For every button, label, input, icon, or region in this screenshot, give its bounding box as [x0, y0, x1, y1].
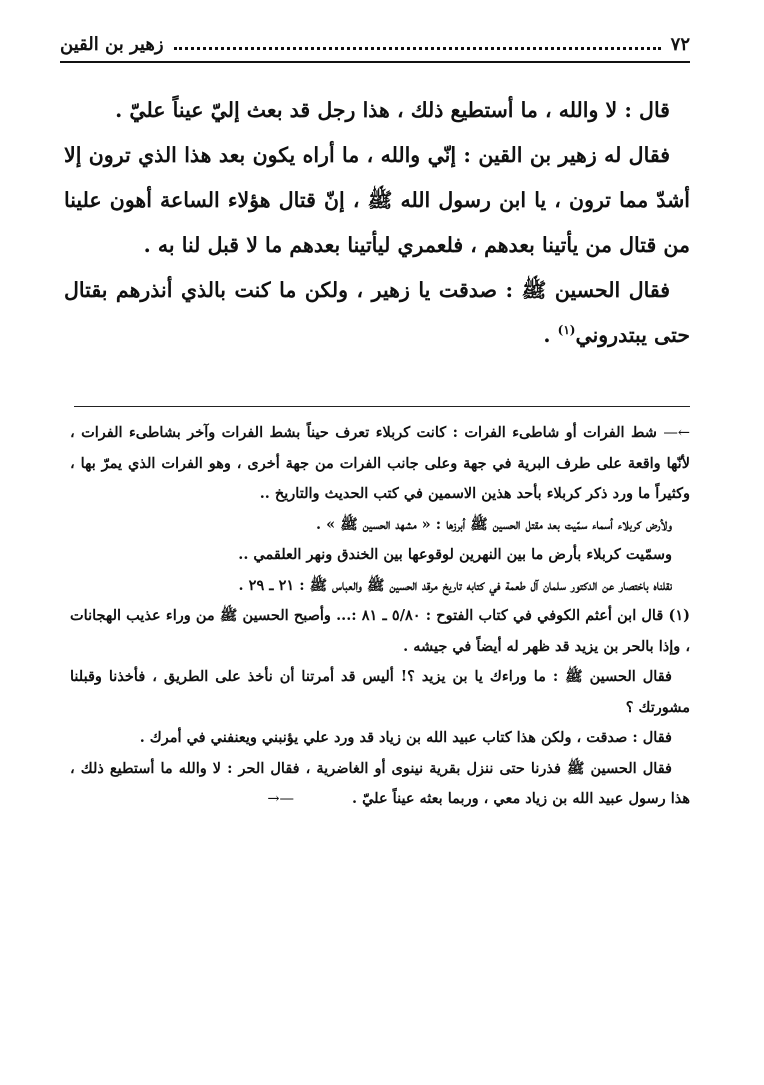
footnote-text: شط الفرات أو شاطىء الفرات : كانت كربلاء تعرف حيناً بشط الفرات وآخر بشاطىء الفرات ، لأنّها واقعة على طرف البرية في جهة وعلى جانب الفرات من جهة أخرى ، وهو الفرات الذي يمرّ بها ، وكثيراً ما ورد ذكر كربلاء بأحد هذين الاسمين في كتب الحديث والتاريخ .. [70, 424, 690, 502]
running-title: زهير بن القين [60, 33, 164, 55]
main-paragraph-1: قال : لا والله ، ما أستطيع ذلك ، هذا رجل قد بعث إليّ عيناً عليّ . [115, 98, 670, 122]
footnote-reference: (١) [557, 323, 576, 338]
footnote-line [70, 418, 690, 510]
footnote-line: فقال : صدقت ، ولكن هذا كتاب عبيد الله بن زياد قد ورد علي يؤنبني ويعنفني في أمرك . [139, 729, 672, 746]
footnote-line [70, 754, 690, 815]
running-header [60, 27, 690, 63]
main-paragraph-2: فقال له زهير بن القين : إنّي والله ، ما أراه يكون بعد هذا الذي ترون إلا أشدّ مما ترون ، يا ابن رسول الله ﷺ ، إنّ قتال هؤلاء الساعة أهون علينا من قتال من يأتينا بعدهم ، فلعمري ليأتينا بعدهم ما لا قبل لنا به . [64, 143, 690, 257]
footnote-separator [74, 406, 690, 407]
main-text [64, 88, 690, 358]
footnote-line: وسمّيت كربلاء بأرض ما بين النهرين لوقوعها بين الخندق ونهر العلقمي .. [238, 546, 672, 563]
footnotes [70, 418, 690, 815]
footnote-line: نقلناه باختصار عن الدكتور سلمان آل طعمة في كتابه تاريخ مرقد الحسين ﷺ والعباس ﷺ : ٢١ ـ ٢٩ . [238, 576, 672, 594]
continuation-arrow: ←— [663, 425, 690, 441]
footnote-line: فقال الحسين ﷺ : ما وراءك يا بن يزيد ؟! أليس قد أمرتنا أن نأخذ على الطريق ، فأخذنا وقبلنا مشورتك ؟ [70, 668, 690, 716]
continued-arrow: —→ [267, 791, 294, 807]
page-number: ٧٢ [670, 33, 690, 55]
footnote-1: (١) قال ابن أعثم الكوفي في كتاب الفتوح : ٥/٨٠ ـ ٨١ :... وأصبح الحسين ﷺ من وراء عذيب الهجانات ، وإذا بالحر بن يزيد قد ظهر له أيضاً في جيشه . [70, 607, 690, 655]
header-dot-leader [174, 39, 661, 50]
main-paragraph-3-text: فقال الحسين ﷺ : صدقت يا زهير ، ولكن ما كنت بالذي أنذرهم بقتال حتى يبتدروني [64, 278, 690, 347]
main-paragraph-3: فقال الحسين ﷺ : صدقت يا زهير ، ولكن ما كنت بالذي أنذرهم بقتال حتى يبتدروني$^{(١)}$ . [64, 278, 690, 347]
footnote-line: ولأرض كربلاء أسماء سمّيت بعد مقتل الحسين ﷺ أبرزها : « مشهد الحسين ﷺ » . [316, 515, 672, 533]
footnote-text: فقال الحسين ﷺ فذرنا حتى ننزل بقرية نينوى أو الغاضرية ، فقال الحر : لا والله ما أستطيع ذلك ، هذا رسول عبيد الله بن زياد معي ، وربما بعثه عيناً عليّ . [70, 759, 690, 807]
